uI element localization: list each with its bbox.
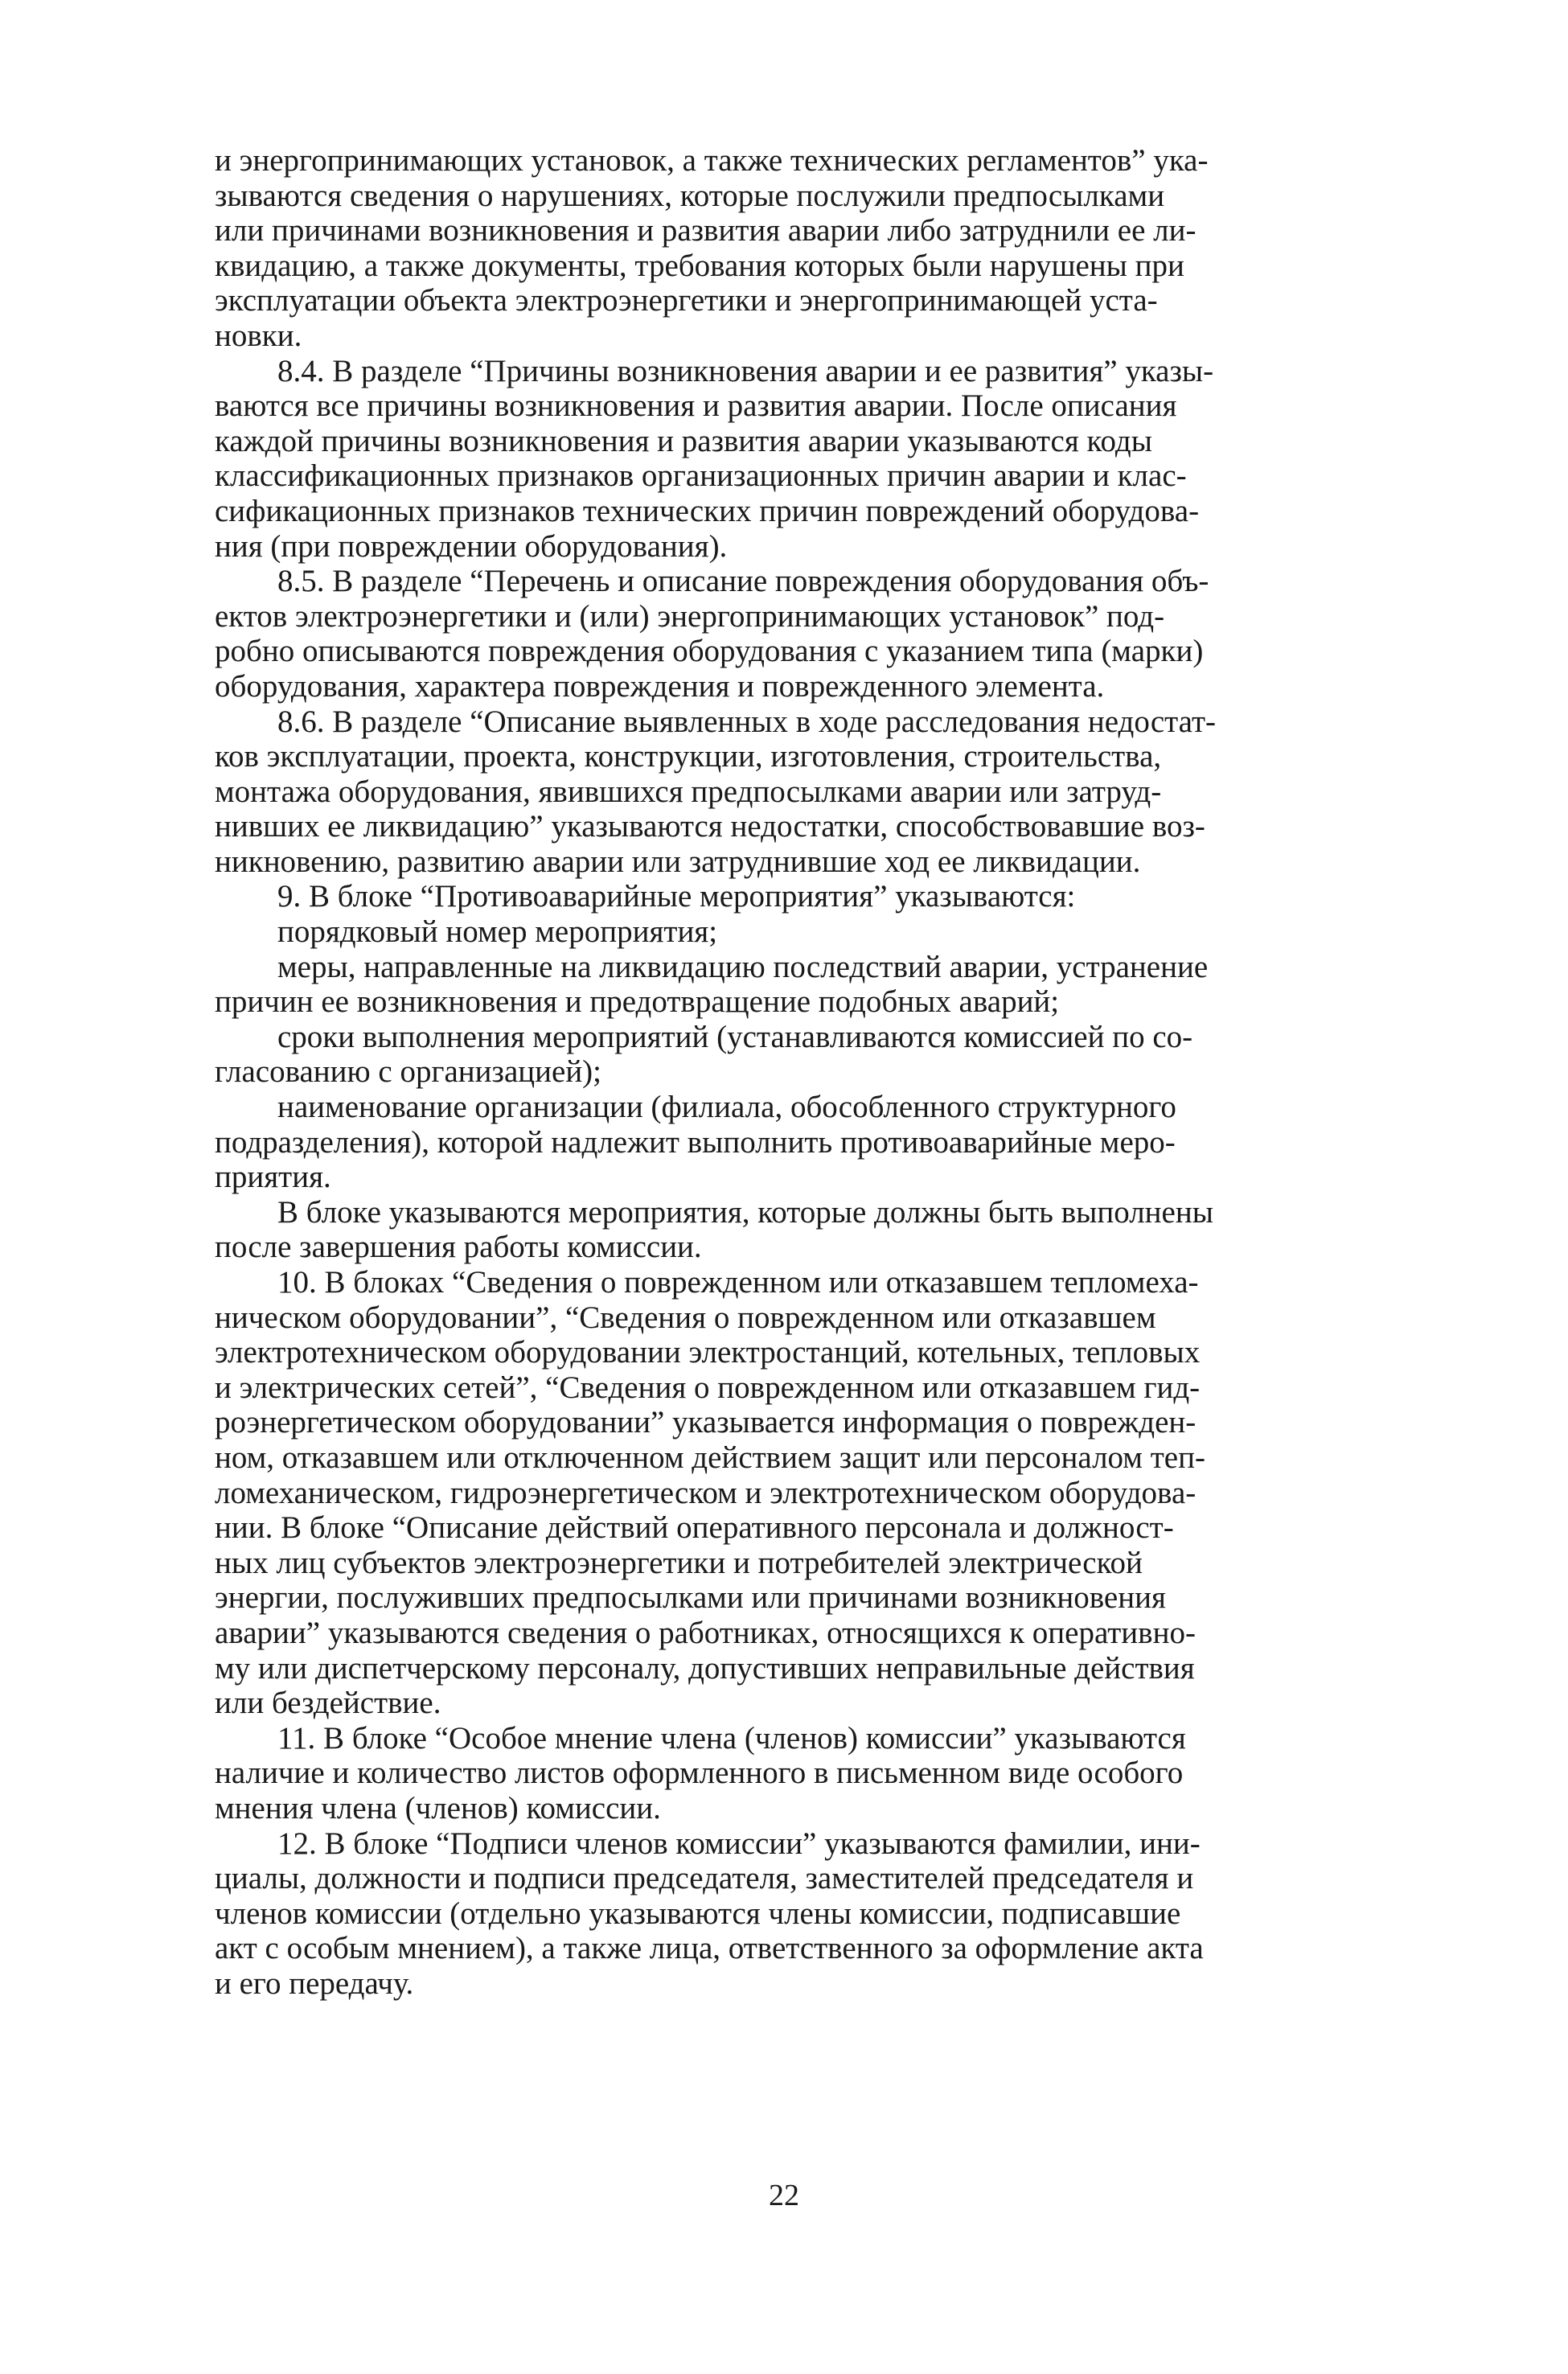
text-line: электротехническом оборудовании электростанций, котельных, тепловых — [215, 1335, 1201, 1370]
paragraph — [215, 354, 1421, 565]
text-line: ническом оборудовании”, “Сведения о поврежденном или отказавшем — [215, 1300, 1156, 1335]
paragraph — [215, 1090, 1421, 1195]
text-line: 12. В блоке “Подписи членов комиссии” указываются фамилии, ини- — [277, 1826, 1201, 1861]
text-line: акт с особым мнением), а также лица, ответственного за оформление акта — [215, 1931, 1204, 1966]
text-line: сификационных признаков технических причин повреждений оборудова- — [215, 493, 1200, 528]
text-line: оборудования, характера повреждения и поврежденного элемента. — [215, 668, 1105, 704]
text-line: сроки выполнения мероприятий (устанавливаются комиссией по со- — [277, 1019, 1193, 1054]
paragraph — [215, 914, 1421, 950]
document-body — [215, 143, 1421, 2001]
text-line: циалы, должности и подписи председателя, заместителей председателя и — [215, 1861, 1194, 1896]
text-line: робно описываются повреждения оборудования с указанием типа (марки) — [215, 634, 1204, 669]
text-line: энергии, послуживших предпосылками или причинами возникновения — [215, 1580, 1166, 1616]
text-line: или бездействие. — [215, 1686, 441, 1721]
text-line: порядковый номер мероприятия; — [277, 914, 718, 950]
text-line: 8.6. В разделе “Описание выявленных в ходе расследования недостат- — [277, 704, 1217, 739]
text-line: ектов электроэнергетики и (или) энергопринимающих установок” под- — [215, 598, 1165, 634]
text-line: или причинами возникновения и развития аварии либо затруднили ее ли- — [215, 213, 1197, 248]
paragraph — [215, 879, 1421, 914]
text-line: приятия. — [215, 1160, 331, 1195]
paragraph — [215, 1020, 1421, 1090]
text-line: после завершения работы комиссии. — [215, 1230, 702, 1265]
text-line: членов комиссии (отдельно указываются члены комиссии, подписавшие — [215, 1896, 1181, 1931]
text-line: подразделения), которой надлежит выполнить противоаварийные меро- — [215, 1124, 1176, 1160]
text-line: причин ее возникновения и предотвращение подобных аварий; — [215, 984, 1060, 1020]
text-line: зываются сведения о нарушениях, которые послужили предпосылками — [215, 178, 1165, 213]
text-line: каждой причины возникновения и развития аварии указываются коды — [215, 423, 1152, 458]
text-line: нивших ее ликвидацию” указываются недостатки, способствовавшие воз- — [215, 809, 1205, 844]
paragraph — [215, 1721, 1421, 1826]
paragraph — [215, 564, 1421, 704]
text-line: му или диспетчерскому персоналу, допустивших неправильные действия — [215, 1650, 1195, 1686]
text-line: новки. — [215, 318, 302, 353]
text-line: классификационных признаков организационных причин аварии и клас- — [215, 458, 1187, 494]
paragraph — [215, 704, 1421, 880]
text-line: и его передачу. — [215, 1965, 414, 2001]
text-line: 8.5. В разделе “Перечень и описание повреждения оборудования объ- — [277, 564, 1209, 599]
text-line: гласованию с организацией); — [215, 1054, 602, 1090]
text-line: никновению, развитию аварии или затруднившие ход ее ликвидации. — [215, 844, 1141, 879]
text-line: ном, отказавшем или отключенном действием защит или персоналом теп- — [215, 1440, 1205, 1475]
paragraph — [215, 1265, 1421, 1721]
text-line: 11. В блоке “Особое мнение члена (членов) комиссии” указываются — [277, 1720, 1186, 1756]
text-line: В блоке указываются мероприятия, которые должны быть выполнены — [277, 1194, 1213, 1230]
text-line: ния (при повреждении оборудования). — [215, 528, 728, 564]
text-line: меры, направленные на ликвидацию последствий аварии, устранение — [277, 949, 1209, 984]
text-line: ных лиц субъектов электроэнергетики и потребителей электрической — [215, 1545, 1143, 1580]
paragraph — [215, 1195, 1421, 1265]
text-line: квидацию, а также документы, требования которых были нарушены при — [215, 248, 1184, 283]
text-line: роэнергетическом оборудовании” указывается информация о поврежден- — [215, 1405, 1197, 1440]
page-number: 22 — [769, 2179, 799, 2212]
paragraph — [215, 143, 1421, 354]
text-line: ваются все причины возникновения и развития аварии. После описания — [215, 388, 1177, 424]
text-line: ломеханическом, гидроэнергетическом и электротехническом оборудова- — [215, 1475, 1197, 1510]
text-line: монтажа оборудования, явившихся предпосылками аварии или затруд- — [215, 774, 1162, 809]
text-line: и энергопринимающих установок, а также технических регламентов” ука- — [215, 143, 1209, 178]
text-line: наличие и количество листов оформленного в письменном виде особого — [215, 1756, 1184, 1791]
text-line: ков эксплуатации, проекта, конструкции, изготовления, строительства, — [215, 739, 1162, 774]
text-line: 10. В блоках “Сведения о поврежденном или отказавшем тепломеха- — [277, 1265, 1199, 1300]
paragraph — [215, 1826, 1421, 2002]
text-line: мнения члена (членов) комиссии. — [215, 1790, 661, 1826]
text-line: 8.4. В разделе “Причины возникновения аварии и ее развития” указы- — [277, 353, 1214, 388]
text-line: аварии” указываются сведения о работниках, относящихся к оперативно- — [215, 1615, 1196, 1650]
text-line: эксплуатации объекта электроэнергетики и энергопринимающей уста- — [215, 283, 1158, 318]
text-line: 9. В блоке “Противоаварийные мероприятия” указываются: — [277, 879, 1076, 914]
text-line: наименование организации (филиала, обособленного структурного — [277, 1090, 1176, 1125]
paragraph — [215, 950, 1421, 1020]
text-line: и электрических сетей”, “Сведения о поврежденном или отказавшем гид- — [215, 1370, 1201, 1405]
text-line: нии. В блоке “Описание действий оперативного персонала и должност- — [215, 1510, 1174, 1546]
